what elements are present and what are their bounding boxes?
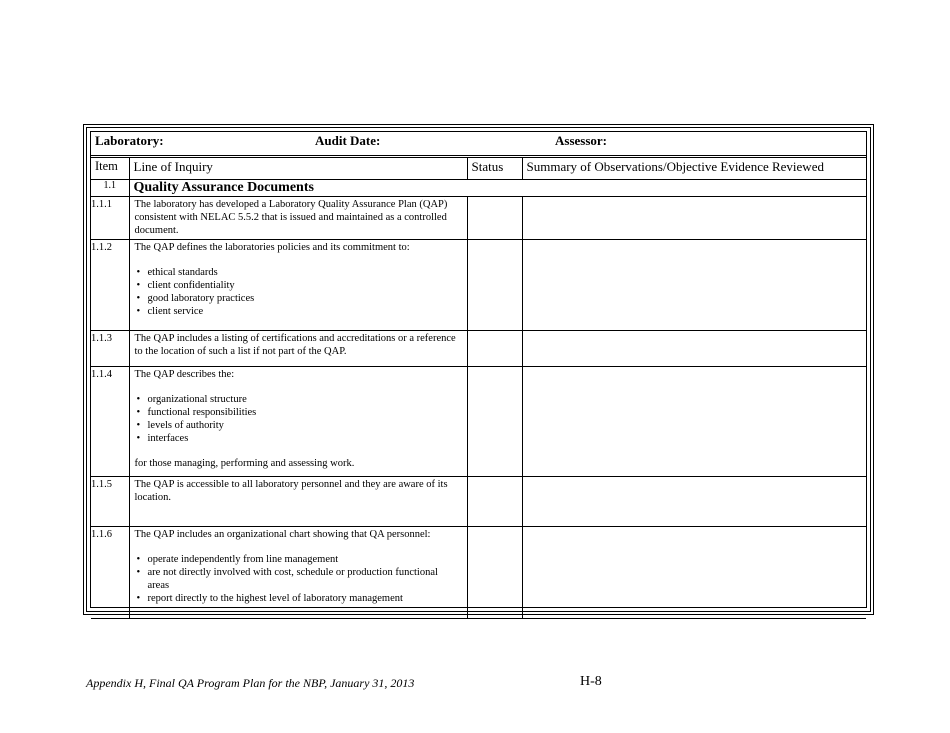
- summary-column-header: Summary of Observations/Objective Evidence Reviewed: [522, 157, 866, 180]
- inquiry-intro: The QAP includes a listing of certifications and accreditations or a reference to the location of such a list if not part of the QAP.: [134, 333, 456, 357]
- audit-date-label: Audit Date:: [315, 133, 381, 148]
- list-item: • organizational structure: [135, 393, 462, 406]
- section-title: Quality Assurance Documents: [129, 180, 866, 197]
- list-item: • levels of authority: [135, 419, 462, 432]
- summary-cell[interactable]: [522, 527, 866, 619]
- inquiry-text: [129, 197, 467, 240]
- status-cell[interactable]: [467, 527, 522, 619]
- list-item: • report directly to the highest level of laboratory management: [135, 592, 462, 605]
- inquiry-intro: The QAP is accessible to all laboratory personnel and they are aware of its location.: [134, 479, 448, 503]
- list-item: • interfaces: [135, 432, 462, 445]
- assessor-label: Assessor:: [555, 133, 607, 148]
- audit-checklist-frame: [83, 124, 874, 615]
- section-row: [91, 180, 866, 197]
- status-cell[interactable]: [467, 367, 522, 477]
- inquiry-text: [129, 331, 467, 367]
- table-row: [91, 331, 866, 367]
- status-cell[interactable]: [467, 477, 522, 527]
- inquiry-intro: The QAP defines the laboratories policies and its commitment to:: [134, 242, 410, 253]
- summary-cell[interactable]: [522, 477, 866, 527]
- inquiry-intro: The QAP describes the:: [134, 369, 235, 380]
- inquiry-text: [129, 240, 467, 331]
- item-column-header: Item: [91, 157, 129, 180]
- item-number: 1.1.3: [91, 331, 129, 367]
- inquiry-bullet-list: [135, 553, 462, 605]
- item-number: 1.1.2: [91, 240, 129, 331]
- table-row: [91, 197, 866, 240]
- inquiry-bullet-list: [135, 266, 462, 318]
- line-of-inquiry-column-header: Line of Inquiry: [129, 157, 467, 180]
- list-item: • client service: [135, 305, 462, 318]
- status-cell[interactable]: [467, 197, 522, 240]
- footer-document-title: Appendix H, Final QA Program Plan for the NBP, January 31, 2013: [86, 676, 415, 690]
- table-row: [91, 527, 866, 619]
- status-cell[interactable]: [467, 331, 522, 367]
- audit-header-row: [91, 132, 866, 157]
- column-header-row: [91, 157, 866, 180]
- table-row: [91, 367, 866, 477]
- inquiry-intro: The laboratory has developed a Laboratory Quality Assurance Plan (QAP) consistent with NELAC 5.5.2 that is issued and maintained as a controlled document.: [134, 199, 448, 236]
- item-number: 1.1.6: [91, 527, 129, 619]
- summary-cell[interactable]: [522, 197, 866, 240]
- list-item: • good laboratory practices: [135, 292, 462, 305]
- list-item: • are not directly involved with cost, schedule or production functional areas: [135, 566, 462, 592]
- list-item: • operate independently from line management: [135, 553, 462, 566]
- summary-cell[interactable]: [522, 331, 866, 367]
- status-cell[interactable]: [467, 240, 522, 331]
- item-number: 1.1.5: [91, 477, 129, 527]
- table-row: [91, 477, 866, 527]
- laboratory-label: Laboratory:: [95, 133, 164, 148]
- table-row: [91, 240, 866, 331]
- summary-cell[interactable]: [522, 367, 866, 477]
- section-number: 1.1: [91, 180, 129, 197]
- status-column-header: Status: [467, 157, 522, 180]
- item-number: 1.1.4: [91, 367, 129, 477]
- inquiry-text: [129, 367, 467, 477]
- inquiry-intro: The QAP includes an organizational chart showing that QA personnel:: [134, 529, 431, 540]
- summary-cell[interactable]: [522, 240, 866, 331]
- list-item: • functional responsibilities: [135, 406, 462, 419]
- item-number: 1.1.1: [91, 197, 129, 240]
- audit-table: [91, 132, 866, 619]
- inquiry-text: [129, 477, 467, 527]
- audit-checklist: [90, 131, 867, 608]
- inquiry-outro: for those managing, performing and assessing work.: [134, 458, 355, 469]
- inquiry-text: [129, 527, 467, 619]
- inquiry-bullet-list: [135, 393, 462, 445]
- list-item: • client confidentiality: [135, 279, 462, 292]
- page-number: H-8: [580, 674, 602, 689]
- list-item: • ethical standards: [135, 266, 462, 279]
